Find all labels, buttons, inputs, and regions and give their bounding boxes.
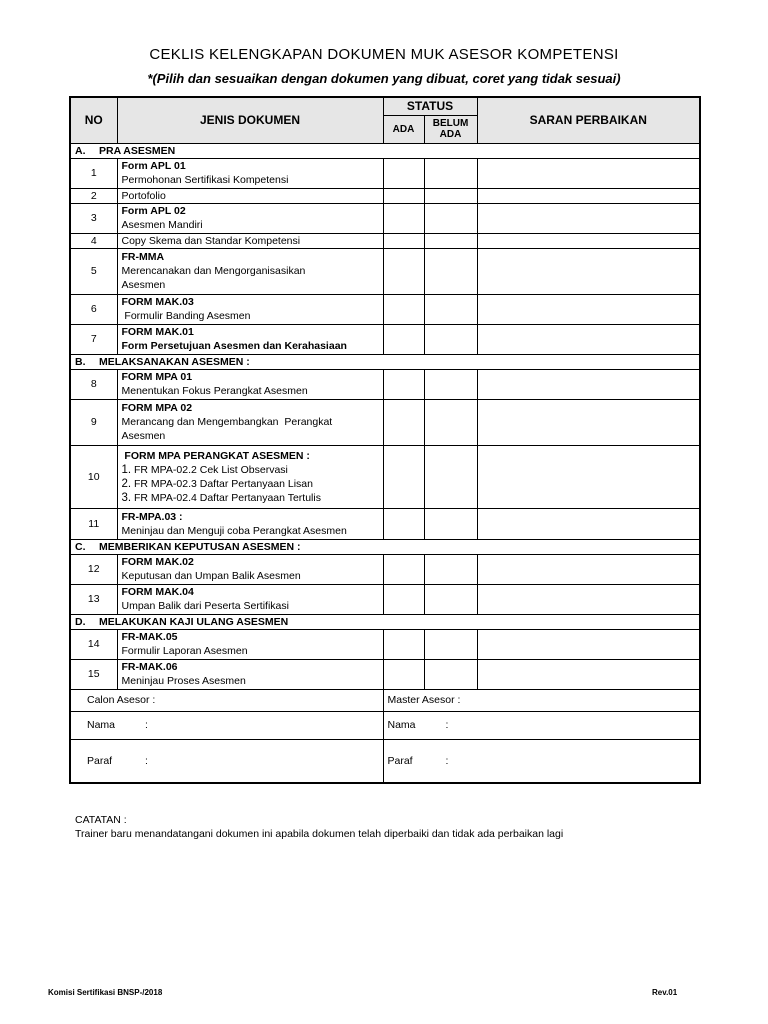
document-code: Form APL 01 (121, 160, 186, 172)
signature-paraf-row (70, 739, 700, 783)
master-asesor-nama-field[interactable] (383, 711, 700, 739)
nama-label: Nama (87, 719, 116, 731)
belum-ada-checkbox-cell[interactable] (424, 203, 477, 233)
footer-right: Rev.01 (652, 988, 678, 997)
ada-checkbox-cell[interactable] (383, 294, 424, 324)
document-code: FORM MAK.04 (121, 586, 194, 598)
document-list-item (122, 491, 379, 505)
document-list-item (122, 477, 379, 491)
table-row (70, 233, 700, 248)
row-number: 8 (70, 369, 117, 399)
document-cell (117, 369, 383, 399)
belum-ada-checkbox-cell[interactable] (424, 508, 477, 539)
calon-asesor-nama-field[interactable] (70, 711, 383, 739)
belum-ada-checkbox-cell[interactable] (424, 629, 477, 659)
document-cell (117, 629, 383, 659)
colon: : (445, 719, 449, 731)
calon-asesor-label: Calon Asesor : (70, 689, 383, 711)
ada-checkbox-cell[interactable] (383, 158, 424, 188)
document-desc: Merencanakan dan Mengorganisasikan (121, 265, 306, 277)
section-a-row (70, 143, 700, 158)
document-desc: Merancang dan Mengembangkan Perangkat (121, 416, 333, 428)
row-number: 10 (70, 445, 117, 508)
ada-checkbox-cell[interactable] (383, 324, 424, 354)
signature-title-row (70, 689, 700, 711)
row-number: 13 (70, 584, 117, 614)
belum-ada-checkbox-cell[interactable] (424, 584, 477, 614)
section-letter: D. (75, 615, 86, 628)
section-heading (70, 354, 700, 369)
table-row (70, 629, 700, 659)
header-ada: ADA (383, 115, 424, 143)
section-title: MELAKUKAN KAJI ULANG ASESMEN (99, 615, 289, 628)
ada-checkbox-cell[interactable] (383, 445, 424, 508)
belum-ada-checkbox-cell[interactable] (424, 233, 477, 248)
signature-nama-row (70, 711, 700, 739)
ada-checkbox-cell[interactable] (383, 369, 424, 399)
row-number: 11 (70, 508, 117, 539)
document-cell (117, 584, 383, 614)
section-b-row (70, 354, 700, 369)
section-letter: B. (75, 355, 86, 368)
header-jenis-dokumen: JENIS DOKUMEN (117, 97, 383, 143)
belum-ada-checkbox-cell[interactable] (424, 445, 477, 508)
table-row (70, 188, 700, 203)
table-row (70, 248, 700, 294)
document-code: FORM MPA 02 (121, 402, 193, 414)
document-desc: Permohonan Sertifikasi Kompetensi (121, 174, 289, 186)
document-cell (117, 659, 383, 689)
header-status: STATUS (383, 97, 477, 115)
document-cell (117, 294, 383, 324)
saran-cell[interactable] (477, 233, 700, 248)
belum-ada-checkbox-cell[interactable] (424, 158, 477, 188)
colon: : (145, 719, 148, 731)
document-code: FR-MMA (121, 251, 165, 263)
ada-checkbox-cell[interactable] (383, 584, 424, 614)
colon: : (445, 754, 449, 767)
ada-checkbox-cell[interactable] (383, 508, 424, 539)
document-code: FORM MAK.01 (121, 326, 194, 338)
checklist-table (69, 96, 701, 784)
saran-cell[interactable] (477, 158, 700, 188)
header-saran-perbaikan: SARAN PERBAIKAN (477, 97, 700, 143)
row-number: 6 (70, 294, 117, 324)
row-number: 1 (70, 158, 117, 188)
saran-cell[interactable] (477, 203, 700, 233)
page-title: CEKLIS KELENGKAPAN DOKUMEN MUK ASESOR KOMPETENSI (149, 46, 619, 63)
row-number: 4 (70, 233, 117, 248)
document-cell (117, 203, 383, 233)
paraf-label: Paraf (87, 754, 113, 767)
saran-cell[interactable] (477, 629, 700, 659)
ada-checkbox-cell[interactable] (383, 629, 424, 659)
ada-checkbox-cell[interactable] (383, 554, 424, 584)
list-text: FR MPA-02.3 Daftar Pertanyaan Lisan (134, 477, 313, 490)
list-number: 3. (121, 491, 132, 504)
row-number: 2 (70, 188, 117, 203)
note-label: CATATAN : (75, 814, 127, 826)
document-cell (117, 158, 383, 188)
document-cell (117, 233, 383, 248)
document-cell (117, 399, 383, 445)
document-desc: Portofolio (121, 189, 166, 202)
document-code: FORM MPA 01 (121, 371, 193, 383)
document-cell (117, 554, 383, 584)
list-number: 1. (121, 463, 132, 476)
table-row (70, 445, 700, 508)
saran-cell[interactable] (477, 445, 700, 508)
ada-checkbox-cell[interactable] (383, 248, 424, 294)
document-cell (117, 324, 383, 354)
table-row (70, 659, 700, 689)
document-code: FORM MPA PERANGKAT ASESMEN : (121, 449, 310, 462)
saran-cell[interactable] (477, 659, 700, 689)
table-row (70, 508, 700, 539)
belum-ada-checkbox-cell[interactable] (424, 294, 477, 324)
table-row (70, 203, 700, 233)
saran-cell[interactable] (477, 508, 700, 539)
saran-cell[interactable] (477, 294, 700, 324)
document-desc: Formulir Laporan Asesmen (121, 645, 248, 657)
list-number: 2. (121, 477, 132, 490)
row-number: 9 (70, 399, 117, 445)
ada-checkbox-cell[interactable] (383, 188, 424, 203)
document-desc: Meninjau Proses Asesmen (121, 675, 246, 687)
document-desc: Copy Skema dan Standar Kompetensi (121, 234, 301, 247)
list-text: FR MPA-02.4 Daftar Pertanyaan Tertulis (134, 491, 321, 504)
document-cell (117, 248, 383, 294)
row-number: 15 (70, 659, 117, 689)
section-title: MELAKSANAKAN ASESMEN : (99, 355, 250, 368)
belum-ada-checkbox-cell[interactable] (424, 248, 477, 294)
document-desc: Keputusan dan Umpan Balik Asesmen (121, 570, 301, 582)
master-asesor-label: Master Asesor : (383, 689, 700, 711)
table-row (70, 158, 700, 188)
document-cell (117, 445, 383, 508)
document-cell (117, 508, 383, 539)
page-subtitle: *(Pilih dan sesuaikan dengan dokumen yang dibuat, coret yang tidak sesuai) (147, 71, 621, 86)
saran-cell[interactable] (477, 584, 700, 614)
row-number: 3 (70, 203, 117, 233)
note-block (75, 813, 563, 841)
document-code: FR-MAK.05 (121, 631, 178, 643)
master-asesor-paraf-field[interactable] (383, 739, 700, 783)
table-row (70, 399, 700, 445)
table-header-row (70, 97, 700, 115)
row-number: 5 (70, 248, 117, 294)
saran-cell[interactable] (477, 188, 700, 203)
header-no: NO (70, 97, 117, 143)
document-desc: Menentukan Fokus Perangkat Asesmen (121, 385, 308, 397)
belum-ada-checkbox-cell[interactable] (424, 554, 477, 584)
document-desc: Form Persetujuan Asesmen dan Kerahasiaan (121, 340, 347, 352)
ada-checkbox-cell[interactable] (383, 203, 424, 233)
header-belum-ada: BELUM ADA (424, 115, 477, 143)
note-text: Trainer baru menandatangani dokumen ini apabila dokumen telah diperbaiki dan tidak ada perbaikan lagi (75, 828, 564, 840)
document-cell (117, 188, 383, 203)
document-code: FORM MAK.03 (121, 296, 194, 308)
section-letter: A. (75, 144, 86, 157)
footer-left: Komisi Sertifikasi BNSP-/2018 (48, 988, 163, 997)
document-code: FR-MPA.03 : (121, 510, 183, 523)
row-number: 12 (70, 554, 117, 584)
section-heading (70, 539, 700, 554)
document-code: Form APL 02 (121, 205, 186, 217)
section-d-row (70, 614, 700, 629)
section-title: MEMBERIKAN KEPUTUSAN ASESMEN : (99, 540, 301, 553)
ada-checkbox-cell[interactable] (383, 659, 424, 689)
document-desc-cont: Asesmen (121, 279, 166, 291)
document-code: FR-MAK.06 (121, 661, 178, 673)
document-list-item (122, 463, 379, 477)
belum-ada-checkbox-cell[interactable] (424, 369, 477, 399)
table-row (70, 554, 700, 584)
section-heading (70, 143, 700, 158)
section-title: PRA ASESMEN (99, 144, 176, 157)
document-desc: Umpan Balik dari Peserta Sertifikasi (121, 600, 289, 612)
section-letter: C. (75, 540, 86, 553)
document-code: FORM MAK.02 (121, 556, 194, 568)
paraf-label: Paraf (387, 754, 413, 767)
table-row (70, 369, 700, 399)
saran-cell[interactable] (477, 399, 700, 445)
saran-cell[interactable] (477, 554, 700, 584)
document-desc-cont: Asesmen (121, 430, 166, 442)
belum-ada-checkbox-cell[interactable] (424, 188, 477, 203)
belum-ada-checkbox-cell[interactable] (424, 659, 477, 689)
section-c-row (70, 539, 700, 554)
row-number: 14 (70, 629, 117, 659)
saran-cell[interactable] (477, 324, 700, 354)
document-desc: Formulir Banding Asesmen (121, 310, 251, 322)
document-desc: Asesmen Mandiri (121, 219, 203, 231)
ada-checkbox-cell[interactable] (383, 233, 424, 248)
row-number: 7 (70, 324, 117, 354)
belum-ada-checkbox-cell[interactable] (424, 324, 477, 354)
table-row (70, 324, 700, 354)
saran-cell[interactable] (477, 369, 700, 399)
calon-asesor-paraf-field[interactable] (70, 739, 383, 783)
saran-cell[interactable] (477, 248, 700, 294)
document-desc: Meninjau dan Menguji coba Perangkat Asesmen (121, 524, 347, 537)
ada-checkbox-cell[interactable] (383, 399, 424, 445)
table-row (70, 294, 700, 324)
colon: : (145, 754, 148, 767)
list-text: FR MPA-02.2 Cek List Observasi (134, 463, 288, 476)
belum-ada-checkbox-cell[interactable] (424, 399, 477, 445)
nama-label: Nama (387, 719, 416, 731)
table-row (70, 584, 700, 614)
section-heading (70, 614, 700, 629)
